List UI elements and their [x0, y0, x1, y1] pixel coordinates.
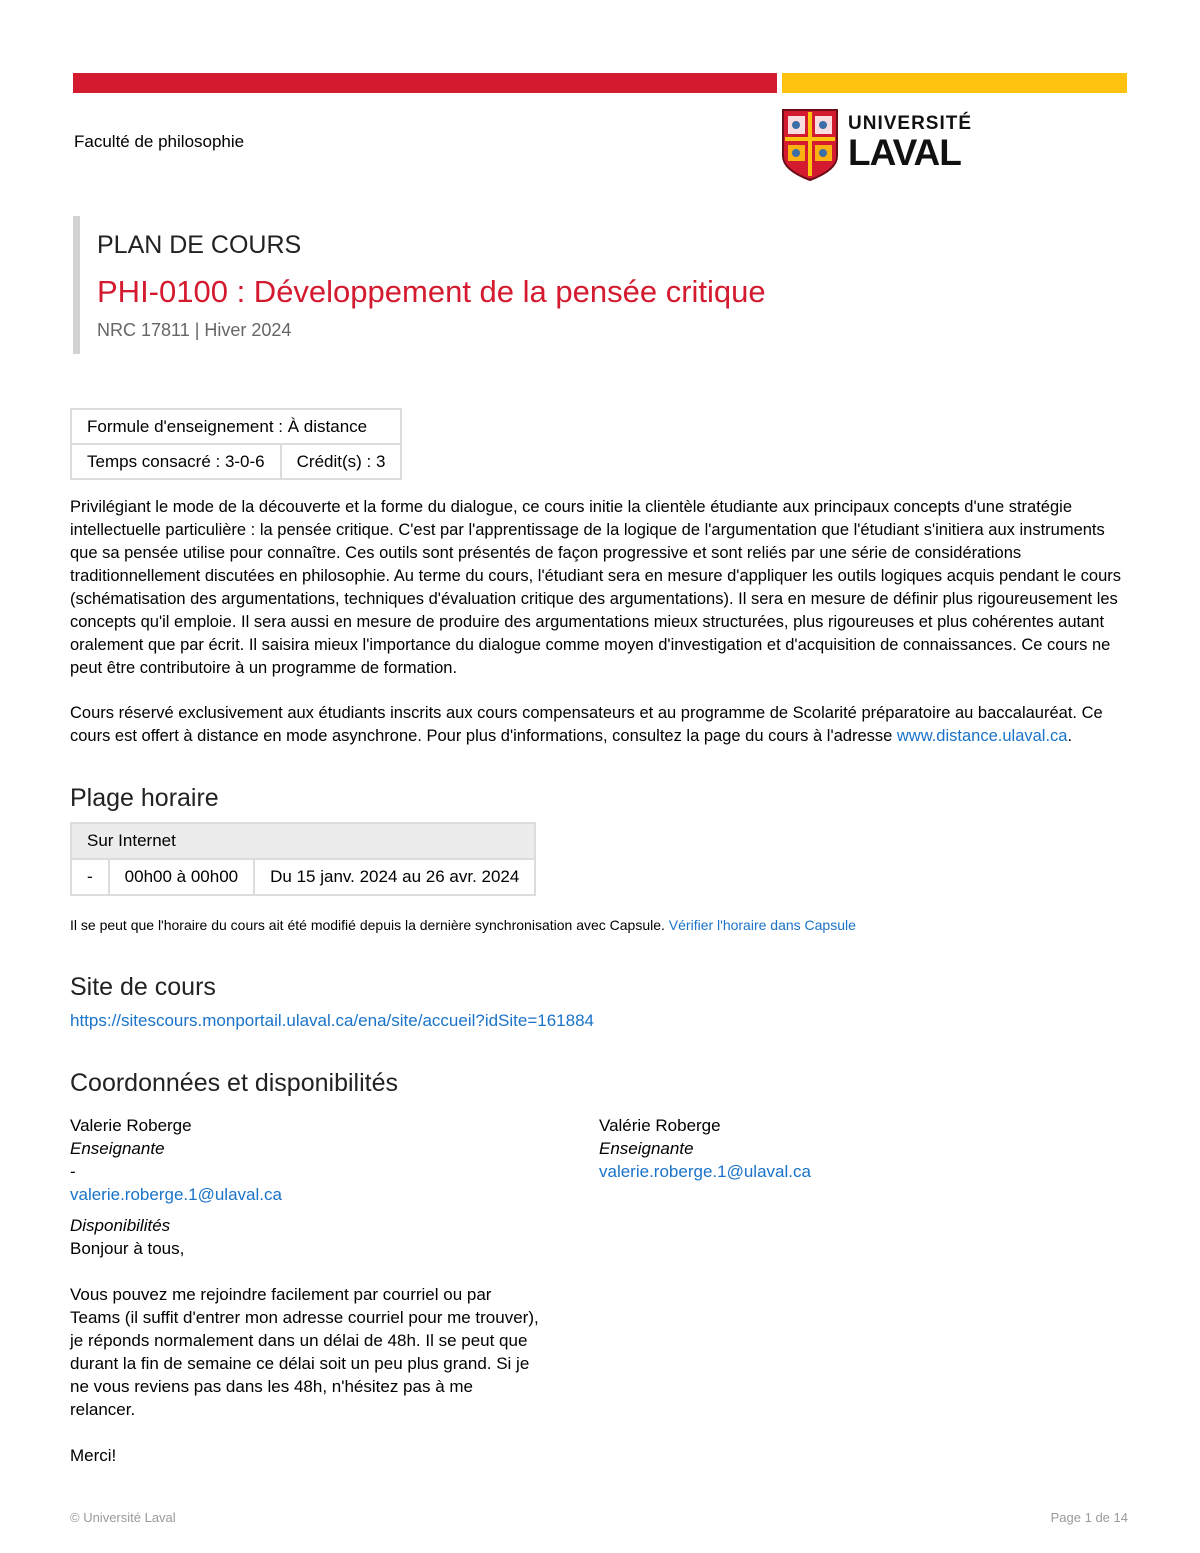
course-description: [70, 496, 1128, 770]
teaching-formula: Formule d'enseignement : À distance: [71, 409, 401, 444]
contact-name: Valérie Roberge: [599, 1116, 721, 1135]
description-paragraph-2: [70, 702, 1128, 748]
availability-greeting: Bonjour à tous,: [70, 1239, 185, 1258]
contact-email-link[interactable]: valerie.roberge.1@ulaval.ca: [599, 1162, 811, 1181]
site-heading: Site de cours: [70, 973, 216, 1001]
schedule-dates: Du 15 janv. 2024 au 26 avr. 2024: [254, 859, 535, 895]
contact-card-right: [599, 1114, 999, 1183]
plan-label: PLAN DE COURS: [97, 231, 302, 259]
schedule-heading: Plage horaire: [70, 784, 219, 812]
schedule-mode: Sur Internet: [71, 823, 535, 859]
availability-message: Vous pouvez me rejoindre facilement par courriel ou par Teams (il suffit d'entrer mon adresse courriel pour me trouver), je réponds normalement dans un délai de 48h. Il se peut que durant la fin de semaine ce délai soit un peu plus grand. Si je ne vous reviens pas dans les 48h, n'hésitez pas à me relancer.: [70, 1285, 539, 1419]
schedule-hours: 00h00 à 00h00: [109, 859, 254, 895]
distance-link[interactable]: www.distance.ulaval.ca: [896, 727, 1068, 745]
contact-name: Valerie Roberge: [70, 1116, 192, 1135]
description-paragraph: Privilégiant le mode de la découverte et la forme du dialogue, ce cours initie la clientèle étudiante aux principaux concepts d'une stratégie intellectuelle particulière : la pensée critique. C'est par l'apprentissage de la logique de l'argumentation que l'étudiant s'initiera aux instruments que sa pensée utilise pour connaître. Ces outils sont présentés de façon progressive et sont reliés par une série de considérations traditionnellement discutées en philosophie. Au terme du cours, l'étudiant sera en mesure d'appliquer les outils logiques acquis pendant le cours (schématisation des argumentations, techniques d'évaluation critique des argumentations). Il sera en mesure de définir plus rigoureusement les concepts qu'il emploie. Il sera aussi en mesure de produire des argumentations mieux structurées, plus rigoureuses et plus cohérentes autant oralement que par écrit. Il saisira mieux l'importance du dialogue comme moyen d'investigation et d'acquisition de connaissances. Ce cours ne peut être contributoire à un programme de formation.: [70, 498, 1122, 677]
contact-role: Enseignante: [599, 1139, 694, 1158]
description-text: Cours réservé exclusivement aux étudiants inscrits aux cours compensateurs et au programme de Scolarité préparatoire au baccalauréat. Ce cours est offert à distance en mode asynchrone. Pour plus d'informations, consultez la page du cours à l'adresse: [70, 704, 1103, 745]
contact-role: Enseignante: [70, 1139, 165, 1158]
schedule-note-text: Il se peut que l'horaire du cours ait été modifié depuis la dernière synchronisation avec Capsule.: [70, 917, 665, 933]
credits: Crédit(s) : 3: [281, 444, 402, 479]
course-meta: NRC 17811 | Hiver 2024: [97, 320, 292, 340]
schedule-day: -: [71, 859, 109, 895]
header-yellow-bar: [782, 73, 1127, 93]
faculty-name: Faculté de philosophie: [74, 132, 245, 151]
description-end: .: [1067, 727, 1073, 745]
shield-icon: [781, 108, 839, 182]
contacts-heading: Coordonnées et disponibilités: [70, 1069, 398, 1097]
availability-thanks: Merci!: [70, 1446, 117, 1465]
schedule-table: [70, 822, 536, 896]
header-red-bar: [73, 73, 777, 93]
logo-line-universite: UNIVERSITÉ: [848, 113, 973, 134]
contact-dash: -: [70, 1162, 76, 1181]
logo-wordmark: [848, 114, 972, 172]
verify-schedule-link[interactable]: Vérifier l'horaire dans Capsule: [668, 917, 856, 933]
universite-laval-logo: [781, 108, 973, 182]
course-title: PHI-0100 : Développement de la pensée critique: [97, 274, 766, 309]
page-number: Page 1 de 14: [1050, 1510, 1128, 1525]
contact-email-link[interactable]: valerie.roberge.1@ulaval.ca: [70, 1185, 282, 1204]
logo-line-laval: LAVAL: [848, 132, 961, 173]
time-allocation: Temps consacré : 3-0-6: [71, 444, 281, 479]
contact-card-left: [70, 1114, 540, 1490]
course-site-link[interactable]: https://sitescours.monportail.ulaval.ca/ena/site/accueil?idSite=161884: [70, 1011, 595, 1030]
footer-copyright: © Université Laval: [70, 1510, 176, 1525]
course-info-table: [70, 408, 402, 480]
schedule-note: [70, 917, 856, 933]
availability-title: Disponibilités: [70, 1216, 171, 1235]
course-title-block: [73, 216, 797, 354]
